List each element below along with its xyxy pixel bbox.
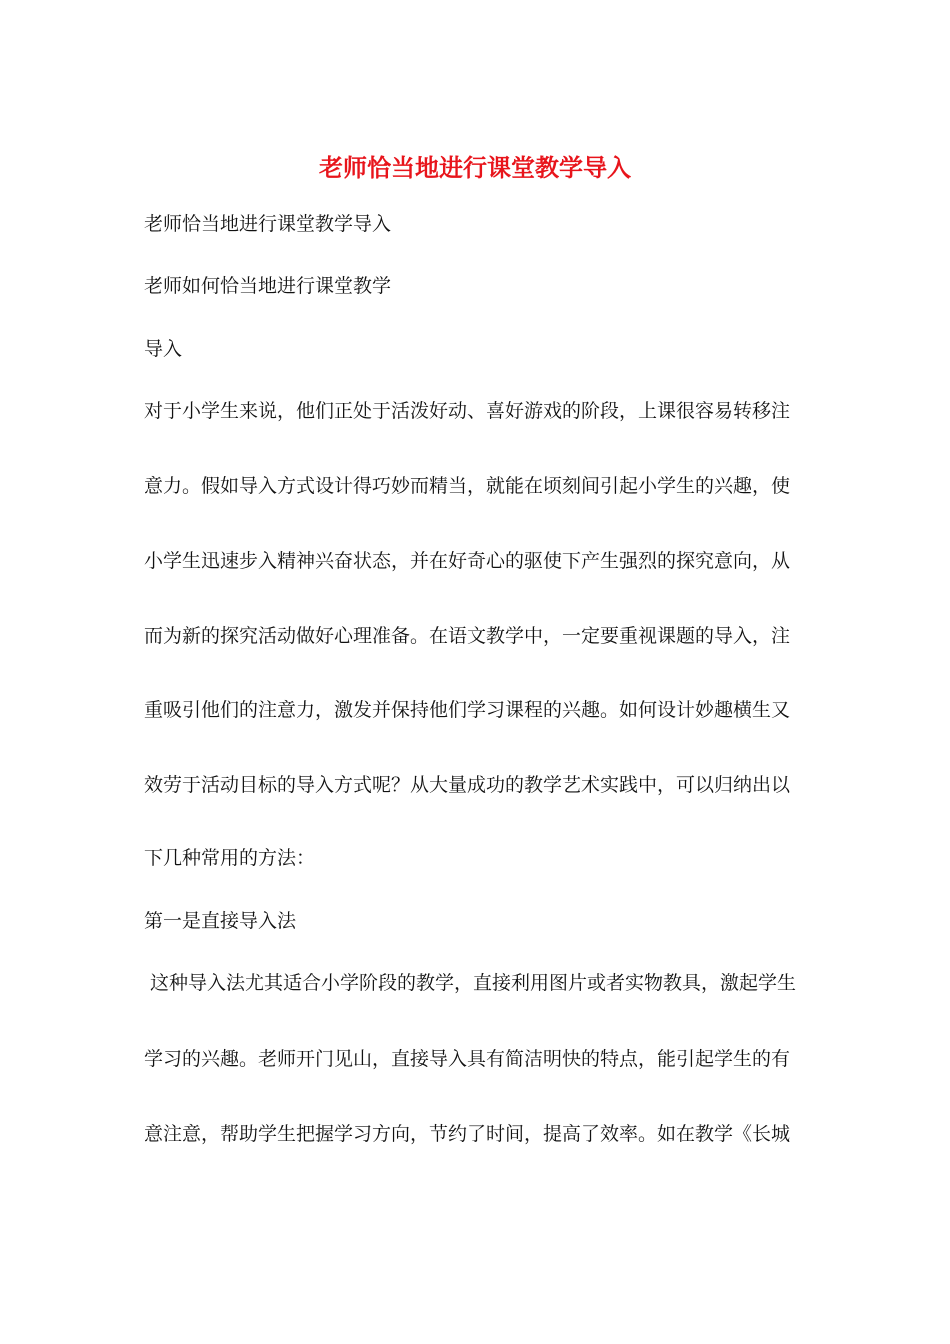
text-line: 对于小学生来说，他们正处于活泼好动、喜好游戏的阶段，上课很容易转移注 [144, 400, 791, 422]
text-line: 老师恰当地进行课堂教学导入 [144, 213, 392, 235]
section-heading: 第一是直接导入法 [144, 910, 297, 932]
text-line: 导入 [144, 338, 183, 360]
text-line: 老师如何恰当地进行课堂教学 [144, 275, 392, 297]
text-line: 下几种常用的方法： [144, 847, 316, 869]
text-line: 小学生迅速步入精神兴奋状态，并在好奇心的驱使下产生强烈的探究意向，从 [144, 550, 791, 572]
text-line: 意注意，帮助学生把握学习方向，节约了时间，提高了效率。如在教学《长城 [144, 1123, 791, 1145]
text-line: 这种导入法尤其适合小学阶段的教学，直接利用图片或者实物教具，激起学生 [144, 972, 797, 994]
document-title: 老师恰当地进行课堂教学导入 [319, 153, 631, 182]
text-line: 意力。假如导入方式设计得巧妙而精当，就能在顷刻间引起小学生的兴趣，使 [144, 475, 791, 497]
text-line: 重吸引他们的注意力，激发并保持他们学习课程的兴趣。如何设计妙趣横生又 [144, 699, 791, 721]
text-line: 效劳于活动目标的导入方式呢？从大量成功的教学艺术实践中，可以归纳出以 [144, 774, 791, 796]
text-line: 学习的兴趣。老师开门见山，直接导入具有简洁明快的特点，能引起学生的有 [144, 1048, 791, 1070]
text-line: 而为新的探究活动做好心理准备。在语文教学中，一定要重视课题的导入，注 [144, 625, 791, 647]
